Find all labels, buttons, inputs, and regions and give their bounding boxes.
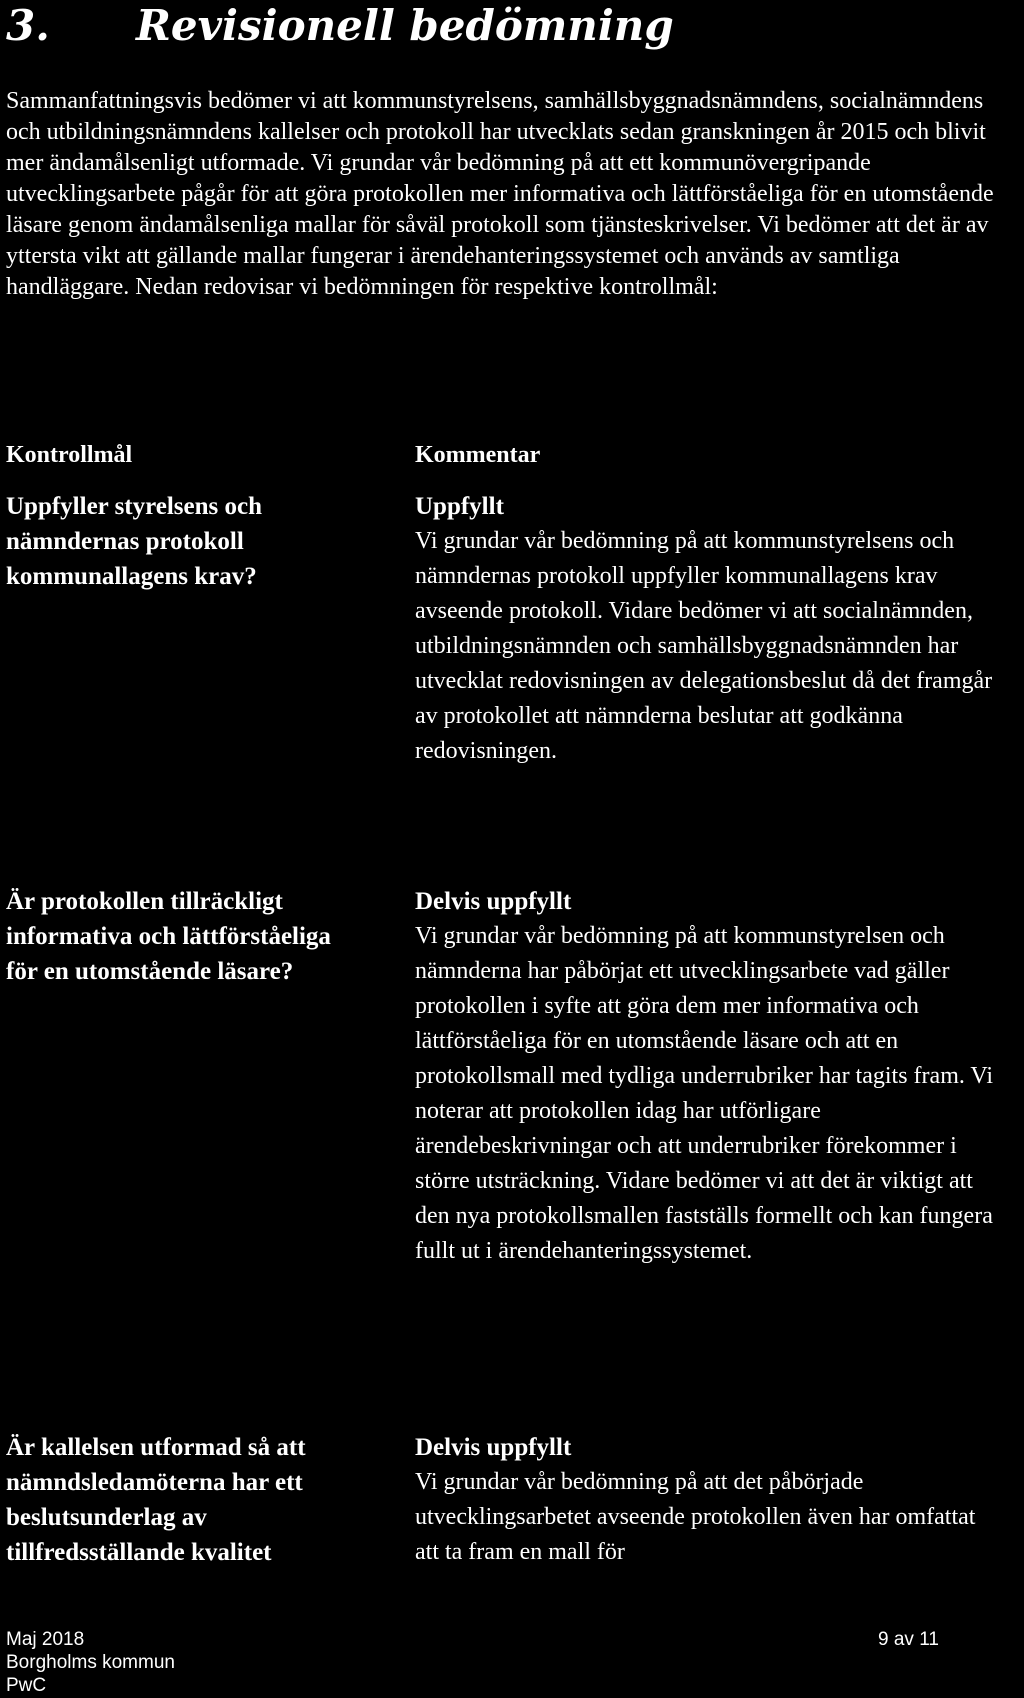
comment-cell-1 — [415, 489, 1005, 769]
comment-cell-3 — [415, 1430, 1005, 1570]
footer-organization: Borgholms kommun — [6, 1652, 175, 1673]
status-label-2: Delvis uppfyllt — [415, 888, 572, 915]
column-header-control: Kontrollmål — [6, 442, 133, 468]
comment-text-1: Vi grundar vår bedömning på att kommunstyrelsens och nämndernas protokoll uppfyller kommunallagens krav avseende protokoll. Vidare bedömer vi att socialnämnden, utbildningsnämnden och samhällsbyggnadsnämnden har utvecklat redovisningen av delegationsbeslut då det framgår av protokollet att nämnderna beslutar att godkänna redovisningen. — [415, 528, 993, 764]
page-number: 9 av 11 — [878, 1629, 939, 1650]
section-title: Revisionell bedömning — [136, 1, 674, 50]
intro-paragraph: Sammanfattningsvis bedömer vi att kommunstyrelsens, samhällsbyggnadsnämndens, socialnämndens och utbildningsnämndens kallelser och protokoll har utvecklats sedan granskningen år 2015 och blivit mer ändamålsenligt utformade. Vi grundar vår bedömning på att ett kommunövergripande utvecklingsarbete pågår för att göra protokollen mer informativa och lättförståeliga för en utomstående läsare genom ändamålsenliga mallar för såväl protokoll som tjänsteskrivelser. Vi bedömer att det är av yttersta vikt att gällande mallar fungerar i ärendehanteringssystemet och används av samtliga handläggare. Nedan redovisar vi bedömningen för respektive kontrollmål: — [6, 88, 994, 300]
section-number: 3. — [6, 1, 50, 50]
control-question-2: Är protokollen tillräckligt informativa och lättförståeliga för en utomstående läsare? — [6, 888, 331, 985]
section-heading — [6, 0, 674, 52]
footer-firm: PwC — [6, 1675, 47, 1696]
status-label-1: Uppfyllt — [415, 493, 504, 520]
footer-date: Maj 2018 — [6, 1629, 85, 1650]
comment-text-2: Vi grundar vår bedömning på att kommunstyrelsen och nämnderna har påbörjat ett utvecklingsarbete vad gäller protokollen i syfte att göra dem mer informativa och lättförståeliga för en utomstående läsare och att en protokollsmall med tydliga underrubriker har tagits fram. Vi noterar att protokollen idag har utförligare ärendebeskrivningar och att underrubriker förekommer i större utsträckning. Vidare bedömer vi att det är viktigt att den nya protokollsmallen fastställs formellt och kan fungera fullt ut i ärendehanteringssystemet. — [415, 923, 993, 1264]
control-question-3: Är kallelsen utformad så att nämndsledamöterna har ett beslutsunderlag av tillfredsställande kvalitet — [6, 1434, 306, 1566]
footer — [6, 1628, 175, 1697]
column-header-comment: Kommentar — [415, 442, 541, 468]
control-question-1: Uppfyller styrelsens och nämndernas protokoll kommunallagens krav? — [6, 493, 263, 590]
comment-text-3: Vi grundar vår bedömning på att det påbörjade utvecklingsarbetet avseende protokollen även har omfattat att ta fram en mall för — [415, 1469, 976, 1565]
comment-cell-2 — [415, 884, 1005, 1269]
status-label-3: Delvis uppfyllt — [415, 1434, 572, 1461]
